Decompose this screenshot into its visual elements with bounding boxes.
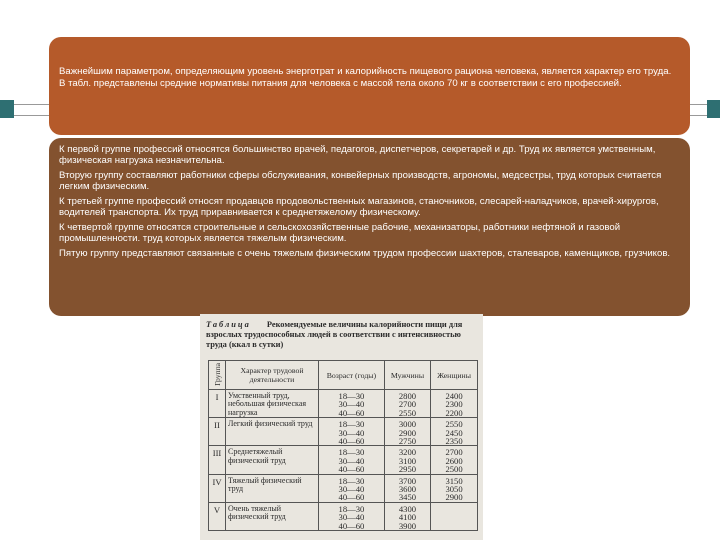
cell-character: Легкий физический труд (226, 418, 319, 446)
cell-group: V (209, 502, 226, 530)
intro-box (49, 37, 690, 135)
cell-ages: 18—30 30—40 40—60 (319, 446, 385, 474)
table-row (209, 418, 478, 446)
table-caption-text: Рекомендуемые величины калорийности пищи для взрослых трудоспособных людей в соответствии с интенсивностью труда (ккал в сутки) (206, 320, 463, 349)
cell-group: II (209, 418, 226, 446)
header-men: Мужчины (384, 361, 430, 390)
cell-women: 2550 2450 2350 (431, 418, 478, 446)
group-paragraph-1: К первой группе профессий относятся большинство врачей, педагогов, диспетчеров, секретарей и др. Труд их является умственным, физическая нагрузка незначительна. (59, 144, 656, 167)
cell-women: 2700 2600 2500 (431, 446, 478, 474)
table-row (209, 446, 478, 474)
cell-group: I (209, 390, 226, 418)
cell-men: 3200 3100 2950 (384, 446, 430, 474)
cell-character: Умственный труд, небольшая физическая нагрузка (226, 390, 319, 418)
table-caption (206, 320, 478, 350)
cell-women: 2400 2300 2200 (431, 390, 478, 418)
group-paragraph-2: Вторую группу составляют работники сферы обслуживания, конвейерных производств, агрономы, медсестры, труд которых считается легким физическим. (59, 170, 662, 193)
cell-men: 3700 3600 3450 (384, 474, 430, 502)
cell-character: Тяжелый физический труд (226, 474, 319, 502)
group-paragraph-4: К четвертой группе относятся строительные и сельскохозяйственные рабочие, механизаторы, работники нефтяной и газовой промышленности. труд которых является тяжелым физическим. (59, 222, 621, 245)
decor-bar-right (707, 100, 720, 118)
group-paragraph-3: К третьей группе профессий относят продавцов продовольственных магазинов, станочников, слесарей-наладчиков, врачей-хирургов, водителей транспорта. Их труд приравнивается к среднетяжелому физическому. (59, 196, 659, 219)
decor-bar-left (0, 100, 14, 118)
table-row (209, 390, 478, 418)
cell-women (431, 502, 478, 530)
header-group: Группа (209, 361, 226, 390)
intro-text: Важнейшим параметром, определяющим уровень энерготрат и калорийность пищевого рациона человека, является характер его труда. В табл. представлены средние нормативы питания для человека с массой тела около 70 кг в соответствии с его профессией. (59, 66, 672, 89)
cell-character: Среднетяжелый физический труд (226, 446, 319, 474)
calorie-table (208, 360, 478, 531)
cell-ages: 18—30 30—40 40—60 (319, 474, 385, 502)
table-row (209, 474, 478, 502)
groups-box (49, 138, 690, 316)
cell-men: 4300 4100 3900 (384, 502, 430, 530)
header-character: Характер трудовой деятельности (226, 361, 319, 390)
table-row (209, 502, 478, 530)
cell-group: IV (209, 474, 226, 502)
table-caption-label: Таблица (206, 320, 251, 329)
cell-ages: 18—30 30—40 40—60 (319, 502, 385, 530)
header-age: Возраст (годы) (319, 361, 385, 390)
cell-men: 2800 2700 2550 (384, 390, 430, 418)
table-header-row (209, 361, 478, 390)
cell-women: 3150 3050 2900 (431, 474, 478, 502)
header-women: Женщины (431, 361, 478, 390)
cell-character: Очень тяжелый физический труд (226, 502, 319, 530)
cell-men: 3000 2900 2750 (384, 418, 430, 446)
table-scan-image (200, 314, 483, 540)
cell-ages: 18—30 30—40 40—60 (319, 418, 385, 446)
cell-group: III (209, 446, 226, 474)
cell-ages: 18—30 30—40 40—60 (319, 390, 385, 418)
group-paragraph-5: Пятую группу представляют связанные с очень тяжелым физическим трудом профессии шахтеров, сталеваров, каменщиков, грузчиков. (59, 248, 671, 259)
